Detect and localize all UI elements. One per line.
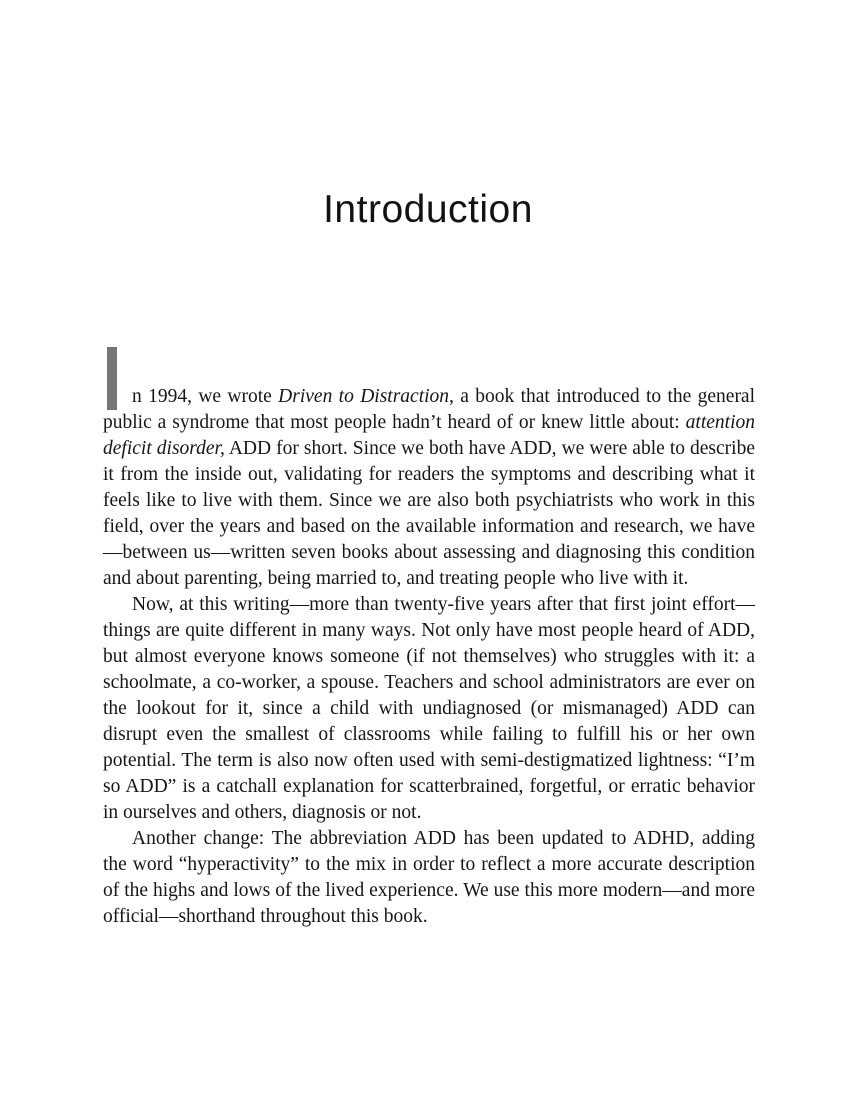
text-run: n 1994, we wrote	[132, 386, 279, 407]
text-run: a book that introduced to the general public a syndrome that most people hadn’t heard of or knew little about:	[103, 386, 756, 433]
italic-text-run: Driven to Distraction,	[278, 386, 454, 407]
paragraph	[103, 592, 755, 826]
paragraphs	[103, 384, 755, 930]
body-text	[103, 384, 755, 930]
paragraph	[103, 384, 755, 592]
text-run: Now, at this writing—more than twenty-five years after that first joint effort—things are quite different in many ways. Not only have most people heard of ADD, but almost everyone knows someone (if not themselves) who struggles with it: a schoolmate, a co-worker, a spouse. Teachers and school administrators are ever on the lookout for it, since a child with undiagnosed (or mismanaged) ADD can disrupt even the smallest of classrooms while failing to fulfill his or her own potential. The term is also now often used with semi-destigmatized lightness: “I’m so ADD” is a catchall explanation for scatterbrained, forgetful, or erratic behavior in ourselves and others, diagnosis or not.	[103, 594, 755, 823]
text-run: Another change: The abbreviation ADD has been updated to ADHD, adding the word “hyperactivity” to the mix in order to reflect a more accurate description of the highs and lows of the lived experience. We use this more modern—and more official—shorthand throughout this book.	[103, 828, 755, 927]
paragraph	[103, 826, 755, 930]
text-run: ADD for short. Since we both have ADD, we were able to describe it from the inside out, validating for readers the symptoms and describing what it feels like to live with them. Since we are also both psychiatrists who work in this field, over the years and based on the available information and research, we have—between us—written seven books about assessing and diagnosing this condition and about parenting, being married to, and treating people who live with it.	[103, 438, 755, 589]
chapter-title: Introduction	[323, 188, 533, 232]
italic-text-run: attention deficit disorder,	[103, 412, 755, 459]
